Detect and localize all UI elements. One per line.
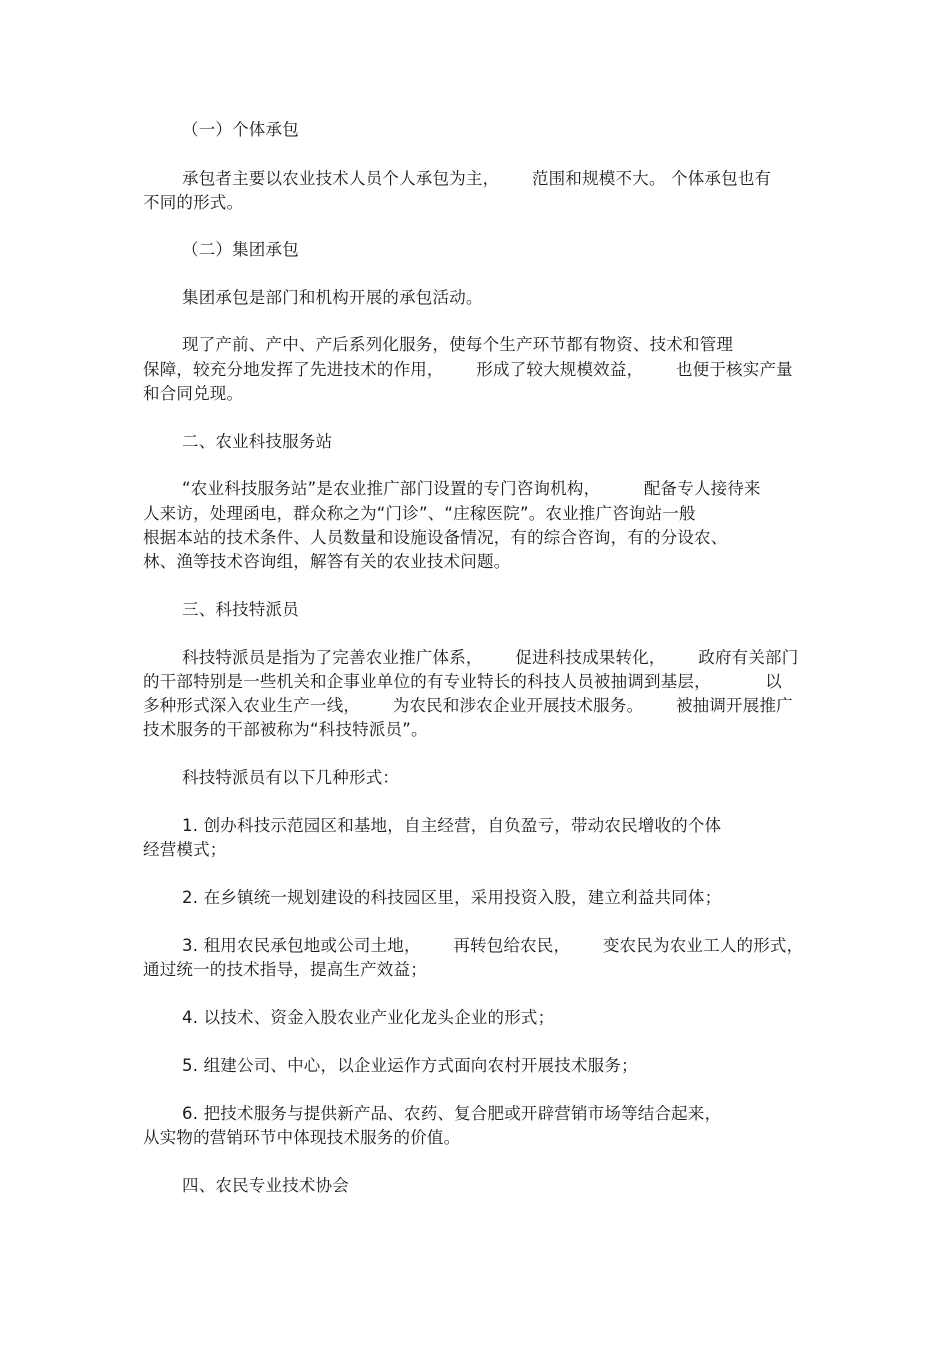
paragraph-line: “农业科技服务站”是农业推广部门设置的专门咨询机构， 配备专人接待来 <box>182 479 761 498</box>
section-heading-tech-service-station: 二、农业科技服务站 <box>182 432 333 451</box>
list-item-5: 5. 组建公司、中心，以企业运作方式面向农村开展技术服务； <box>182 1056 638 1075</box>
paragraph-line: 林、渔等技术咨询组，解答有关的农业技术问题。 <box>143 552 511 571</box>
section-heading-individual-contract: （一）个体承包 <box>182 120 299 139</box>
list-item-3: 3. 租用农民承包地或公司土地， 再转包给农民， 变农民为农业工人的形式， <box>182 936 804 955</box>
paragraph-line: 的干部特别是一些机关和企事业单位的有专业特长的科技人员被抽调到基层， 以 <box>143 672 782 691</box>
paragraph-line: 根据本站的技术条件、人员数量和设施设备情况，有的综合咨询，有的分设农、 <box>143 528 728 547</box>
paragraph-line: 现了产前、产中、产后系列化服务，使每个生产环节都有物资、技术和管理 <box>182 335 734 354</box>
paragraph-line: 技术服务的干部被称为“科技特派员”。 <box>143 720 428 739</box>
paragraph-line: 保障，较充分地发挥了先进技术的作用， 形成了较大规模效益， 也便于核实产量 <box>143 360 793 379</box>
paragraph-line: 承包者主要以农业技术人员个人承包为主， 范围和规模不大。 个体承包也有 <box>182 169 772 188</box>
paragraph-line: 人来访，处理函电，群众称之为“门诊”、“庄稼医院”。农业推广咨询站一般 <box>143 504 696 523</box>
paragraph-line: 科技特派员有以下几种形式： <box>182 768 400 787</box>
list-item-6-continued: 从实物的营销环节中体现技术服务的价值。 <box>143 1128 461 1147</box>
list-item-4: 4. 以技术、资金入股农业产业化龙头企业的形式； <box>182 1008 555 1027</box>
paragraph-line: 科技特派员是指为了完善农业推广体系， 促进科技成果转化， 政府有关部门 <box>182 648 799 667</box>
list-item-6: 6. 把技术服务与提供新产品、农药、复合肥或开辟营销市场等结合起来， <box>182 1104 722 1123</box>
paragraph-line: 不同的形式。 <box>143 193 244 212</box>
paragraph-line: 集团承包是部门和机构开展的承包活动。 <box>182 288 483 307</box>
section-heading-group-contract: （二）集团承包 <box>182 240 299 259</box>
list-item-1-continued: 经营模式； <box>143 840 227 859</box>
paragraph-line: 多种形式深入农业生产一线， 为农民和涉农企业开展技术服务。 被抽调开展推广 <box>143 696 793 715</box>
list-item-1: 1. 创办科技示范园区和基地，自主经营，自负盈亏，带动农民增收的个体 <box>182 816 722 835</box>
list-item-2: 2. 在乡镇统一规划建设的科技园区里，采用投资入股，建立利益共同体； <box>182 888 722 907</box>
section-heading-tech-envoy: 三、科技特派员 <box>182 600 299 619</box>
paragraph-line: 和合同兑现。 <box>143 384 244 403</box>
list-item-3-continued: 通过统一的技术指导，提高生产效益； <box>143 960 427 979</box>
section-heading-farmer-association: 四、农民专业技术协会 <box>182 1176 349 1195</box>
